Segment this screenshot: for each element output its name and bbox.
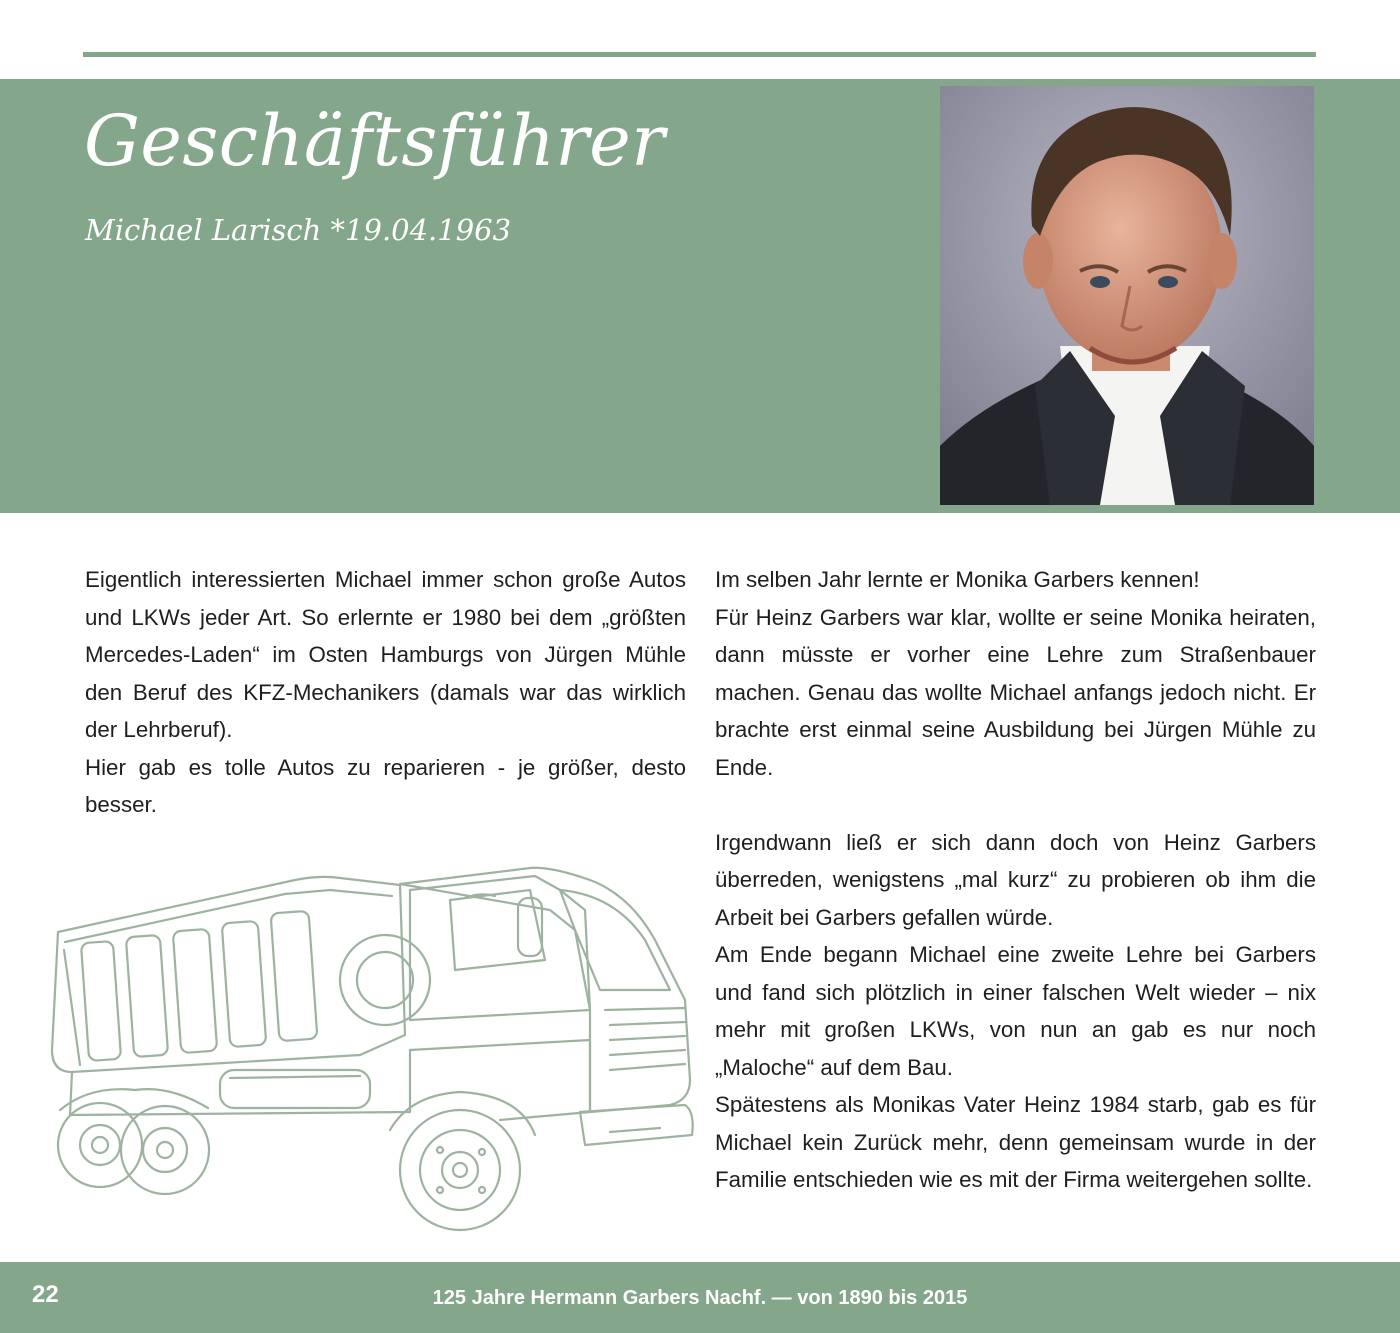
- text-column-left: [85, 561, 686, 824]
- text-column-right: [715, 561, 1316, 1199]
- paragraph: Am Ende begann Michael eine zweite Lehre bei Garbers und fand sich plötzlich in einer falschen Welt wieder – nix mehr mit großen LKWs, von nun an gab es nur noch „Maloche“ auf dem Bau.: [715, 942, 1316, 1080]
- footer-text: 125 Jahre Hermann Garbers Nachf. — von 1890 bis 2015: [432, 1287, 968, 1309]
- top-rule: [83, 52, 1316, 57]
- portrait-photo: [940, 86, 1314, 505]
- paragraph: Eigentlich interessierten Michael immer schon große Autos und LKWs jeder Art. So erlernte er 1980 bei dem „größten Mercedes-Laden“ im Osten Hamburgs von Jürgen Mühle den Beruf des KFZ-Mechanikers (damals war das wirklich der Lehrberuf).: [85, 567, 686, 742]
- paragraph: Im selben Jahr lernte er Monika Garbers kennen!: [715, 567, 1200, 592]
- page-number: 22: [32, 1281, 59, 1308]
- paragraph: Für Heinz Garbers war klar, wollte er seine Monika heiraten, dann müsste er vorher eine Lehre zum Straßenbauer machen. Genau das wollte Michael anfangs jedoch nicht. Er brachte erst einmal seine Ausbildung bei Jürgen Mühle zu Ende.: [715, 604, 1316, 780]
- page-title: Geschäftsführer: [84, 100, 666, 182]
- paragraph: Hier gab es tolle Autos zu reparieren - je größer, desto besser.: [85, 754, 686, 817]
- paragraph: Spätestens als Monikas Vater Heinz 1984 starb, gab es für Michael kein Zurück mehr, denn gemeinsam wurde in der Familie entschieden wie es mit der Firma weitergehen sollte.: [715, 1092, 1316, 1192]
- paragraph: Irgendwann ließ er sich dann doch von Heinz Garbers überreden, wenigstens „mal kurz“ zu probieren ob ihm die Arbeit bei Garbers gefallen würde.: [715, 829, 1316, 930]
- dump-truck-illustration: [30, 850, 700, 1250]
- person-name-subtitle: Michael Larisch *19.04.1963: [85, 213, 512, 247]
